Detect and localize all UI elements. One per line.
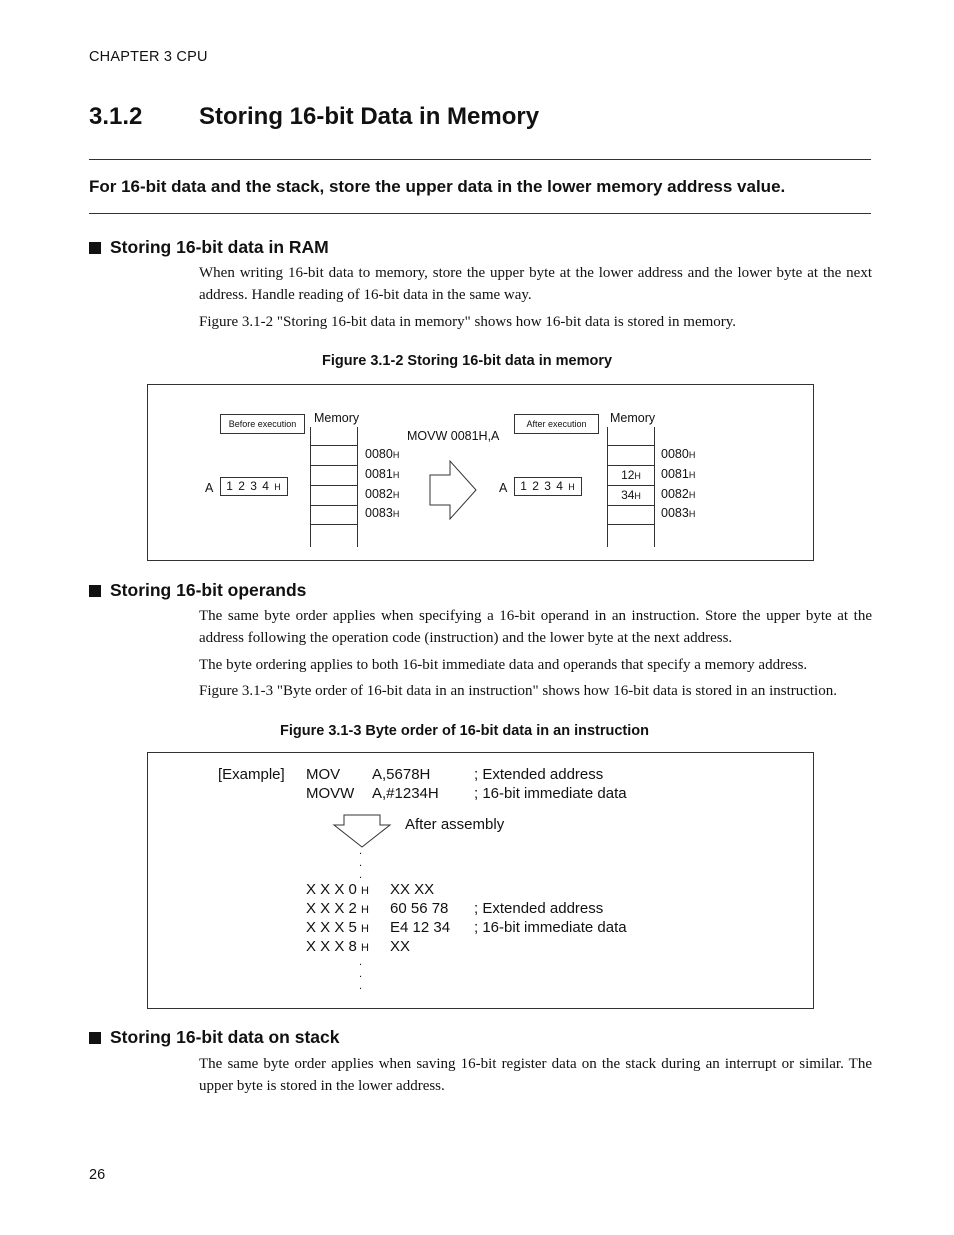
- object-bytes: XX XX: [390, 881, 435, 898]
- paragraph: Figure 3.1-2 "Storing 16-bit data in memory" shows how 16-bit data is stored in memory.: [199, 314, 737, 330]
- section-heading-stack: [89, 1027, 339, 1048]
- memory-cell: [311, 445, 357, 465]
- paragraph: The same byte order applies when saving 16-bit register data on the stack during an interrupt or similar. The upper byte is stored in the lower address.: [199, 1056, 872, 1094]
- source-mnemonic: MOV: [306, 766, 341, 783]
- memory-cell: [608, 445, 654, 465]
- object-address: X X X 5 H: [306, 919, 369, 936]
- hex-suffix: H: [274, 482, 282, 492]
- memory-address: 0082H: [365, 487, 400, 501]
- object-comment: ; Extended address: [474, 900, 604, 917]
- section-heading-ram: [89, 237, 329, 258]
- ellipsis-top: . . .: [359, 845, 363, 881]
- square-bullet-icon: [89, 242, 101, 254]
- register-value: 1 2 3 4: [226, 479, 270, 493]
- register-a-box: [220, 477, 288, 496]
- memory-address: 0082H: [661, 487, 696, 501]
- example-label: [Example]: [218, 766, 285, 783]
- object-bytes: XX: [390, 938, 411, 955]
- page-number: 26: [89, 1167, 106, 1183]
- memory-cell: [608, 505, 654, 525]
- memory-address: 0083H: [365, 506, 400, 520]
- figure-instruction-byte-order: [147, 752, 814, 1009]
- memory-address: 0080H: [661, 447, 696, 461]
- memory-address: 0081H: [661, 467, 696, 481]
- paragraph: The same byte order applies when specifying a 16-bit operand in an instruction. Store the upper byte at the address following the operation code (instruction) and the lower byte at the next address.: [199, 608, 872, 646]
- ellipsis-bottom: . . .: [359, 956, 363, 992]
- after-assembly-label: After assembly: [405, 816, 505, 833]
- object-bytes: 60 56 78: [390, 900, 449, 917]
- section-heading-label: Storing 16-bit data in RAM: [110, 237, 329, 257]
- section-heading-label: Storing 16-bit data on stack: [110, 1027, 340, 1047]
- memory-cell: 34H: [608, 485, 654, 505]
- memory-address: 0083H: [661, 506, 696, 520]
- figure-caption: Figure 3.1-2 Storing 16-bit data in memory: [322, 353, 613, 369]
- figure-memory-storage: [147, 384, 814, 561]
- running-head: CHAPTER 3 CPU: [89, 49, 208, 65]
- memory-label: Memory: [610, 411, 656, 425]
- paragraph: Figure 3.1-3 "Byte order of 16-bit data in an instruction" shows how 16-bit data is stored in an instruction.: [199, 683, 837, 699]
- source-mnemonic: MOVW: [306, 785, 355, 802]
- memory-cell: [311, 505, 357, 525]
- before-execution-tag: Before execution: [220, 414, 305, 434]
- summary-bottom-rule: [89, 213, 871, 214]
- down-arrow-icon: [332, 813, 392, 849]
- section-heading-operands: [89, 580, 306, 601]
- hex-suffix: H: [568, 482, 576, 492]
- page-title: Storing 16-bit Data in Memory: [199, 103, 540, 130]
- square-bullet-icon: [89, 585, 101, 597]
- source-comment: ; Extended address: [474, 766, 604, 783]
- memory-column-before: [310, 427, 358, 547]
- object-address: X X X 2 H: [306, 900, 369, 917]
- paragraph: When writing 16-bit data to memory, store the upper byte at the lower address and the lower byte at the next address. Handle reading of 16-bit data in the same way.: [199, 265, 872, 303]
- object-bytes: E4 12 34: [390, 919, 451, 936]
- section-heading-label: Storing 16-bit operands: [110, 580, 307, 600]
- memory-address: 0080H: [365, 447, 400, 461]
- right-arrow-icon: [428, 459, 478, 521]
- summary-text: For 16-bit data and the stack, store the upper data in the lower memory address value.: [89, 177, 786, 196]
- object-comment: ; 16-bit immediate data: [474, 919, 627, 936]
- source-comment: ; 16-bit immediate data: [474, 785, 627, 802]
- register-value: 1 2 3 4: [520, 479, 564, 493]
- after-execution-tag: After execution: [514, 414, 599, 434]
- paragraph: The byte ordering applies to both 16-bit immediate data and operands that specify a memory address.: [199, 657, 808, 673]
- summary-top-rule: [89, 159, 871, 160]
- source-operand: A,5678H: [372, 766, 431, 783]
- memory-cell: [311, 465, 357, 485]
- memory-cell: 12H: [608, 465, 654, 485]
- register-a-box: [514, 477, 582, 496]
- source-operand: A,#1234H: [372, 785, 439, 802]
- memory-cell: [311, 485, 357, 505]
- register-name: A: [205, 481, 214, 495]
- object-address: X X X 0 H: [306, 881, 369, 898]
- register-name: A: [499, 481, 508, 495]
- memory-label: Memory: [314, 411, 360, 425]
- memory-address: 0081H: [365, 467, 400, 481]
- figure-caption: Figure 3.1-3 Byte order of 16-bit data in an instruction: [280, 723, 649, 739]
- instruction-label: MOVW 0081H,A: [407, 429, 500, 443]
- object-address: X X X 8 H: [306, 938, 369, 955]
- section-number: 3.1.2: [89, 103, 143, 130]
- memory-column-after: [607, 427, 655, 547]
- square-bullet-icon: [89, 1032, 101, 1044]
